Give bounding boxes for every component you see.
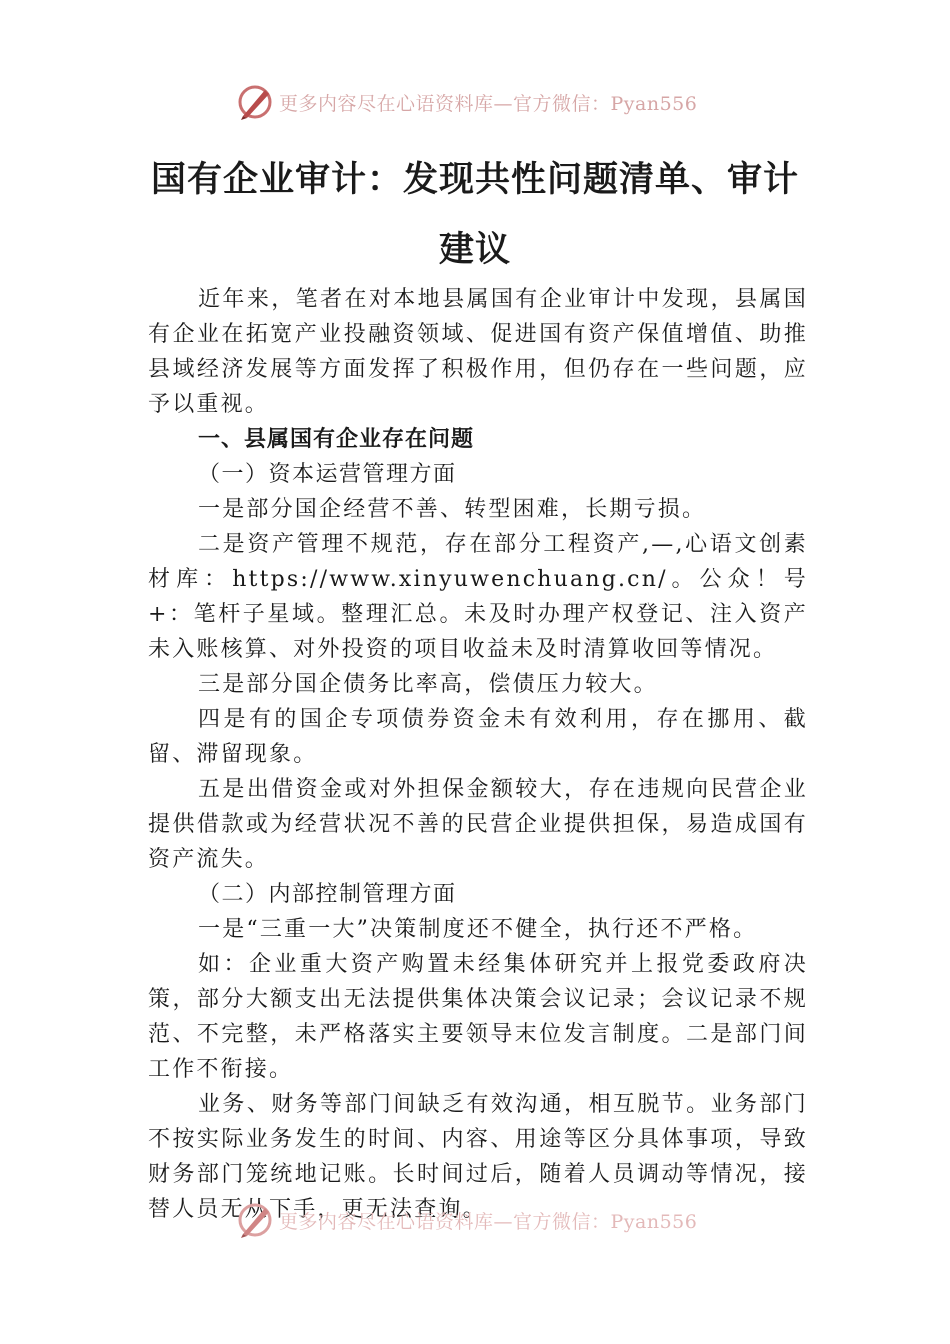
subsection-heading: （一）资本运营管理方面: [198, 462, 457, 487]
document-title-line-1: 国有企业审计：发现共性问题清单、审计: [150, 159, 799, 200]
watermark-text: 更多内容尽在心语资料库—官方微信：Pyan556: [279, 92, 698, 115]
section-heading: 一、县属国有企业存在问题: [198, 426, 475, 452]
body-paragraph: 四是有的国企专项债券资金未有效利用，存在挪用、截留、滞留现象。: [148, 707, 808, 767]
document-title-line-2: 建议: [438, 229, 511, 270]
intro-paragraph: 近年来，笔者在对本地县属国有企业审计中发现，县属国有企业在拓宽产业投融资领域、促进国有资产保值增值、助推县域经济发展等方面发挥了积极作用，但仍存在一些问题，应予以重视。: [148, 287, 808, 417]
pen-logo-icon: [235, 1200, 275, 1240]
pen-logo-icon: [235, 82, 275, 122]
body-paragraph: 如：企业重大资产购置未经集体研究并上报党委政府决策，部分大额支出无法提供集体决策会议记录；会议记录不规范、不完整，未严格落实主要领导末位发言制度。二是部门间工作不衔接。: [148, 952, 808, 1082]
subsection-heading: （二）内部控制管理方面: [198, 882, 457, 907]
body-paragraph: 三是部分国企债务比率高，偿债压力较大。: [198, 672, 658, 697]
body-paragraph: 二是资产管理不规范，存在部分工程资产,—,心语文创素材库：https://www.xinyuwenchuang.cn/。公众！号+：笔杆子星域。整理汇总。未及时办理产权登记、注入资产未入账核算、对外投资的项目收益未及时清算收回等情况。: [148, 532, 808, 662]
body-paragraph: 一是部分国企经营不善、转型困难，长期亏损。: [198, 497, 707, 522]
body-paragraph: 一是“三重一大”决策制度还不健全，执行还不严格。: [198, 917, 758, 942]
watermark-banner-top: [0, 80, 950, 124]
watermark-text: 更多内容尽在心语资料库—官方微信：Pyan556: [279, 1210, 698, 1233]
body-paragraph: 业务、财务等部门间缺乏有效沟通，相互脱节。业务部门不按实际业务发生的时间、内容、用途等区分具体事项，导致财务部门笼统地记账。长时间过后，随着人员调动等情况，接替人员无从下手，更无法查询。: [148, 1092, 808, 1222]
watermark-banner-bottom: [0, 1198, 950, 1242]
document-body: [148, 282, 808, 1227]
body-paragraph: 五是出借资金或对外担保金额较大，存在违规向民营企业提供借款或为经营状况不善的民营企业提供担保，易造成国有资产流失。: [148, 777, 808, 872]
